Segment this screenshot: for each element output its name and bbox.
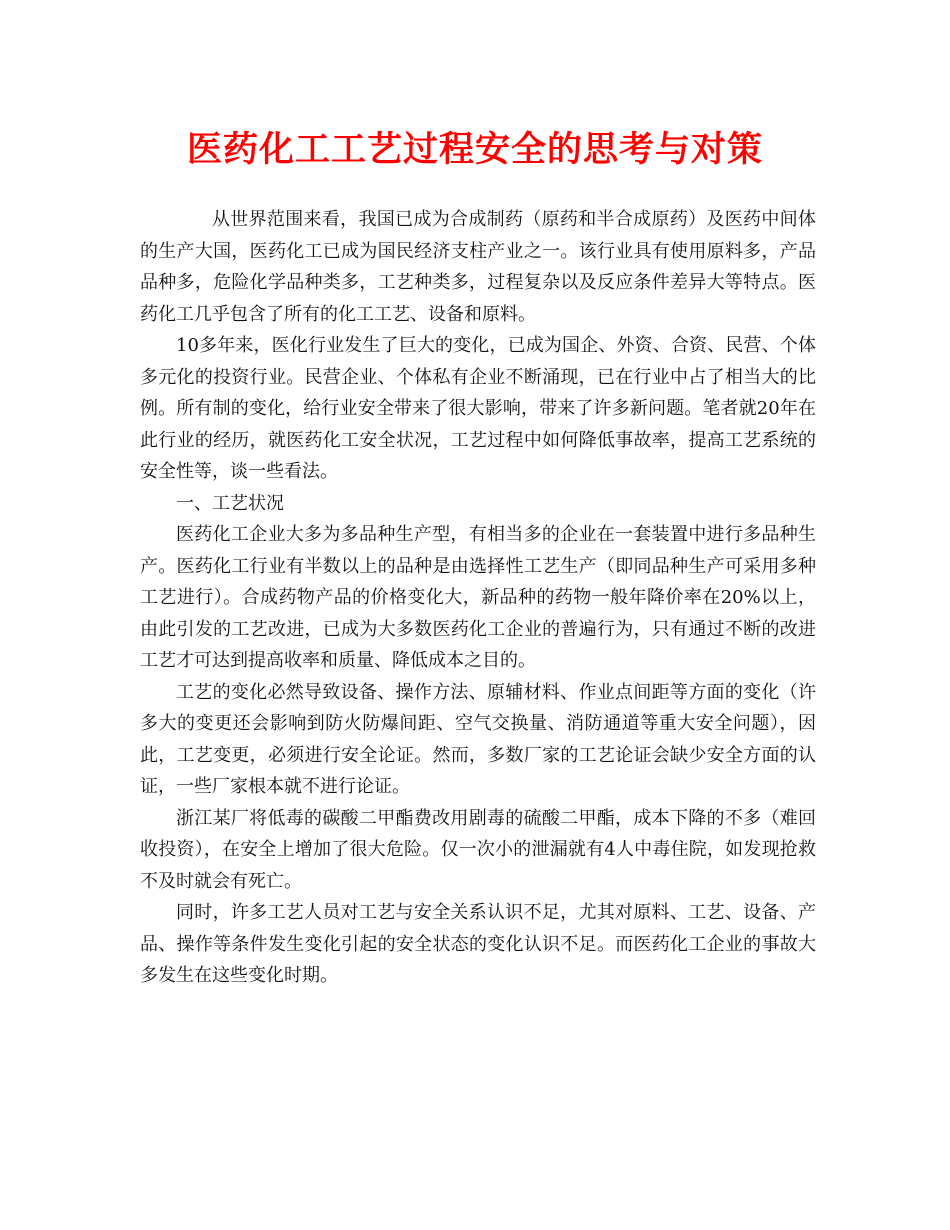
paragraph-awareness: 同时，许多工艺人员对工艺与安全关系认识不足，尤其对原料、工艺、设备、产品、操作等条件发生变化引起的安全状态的变化认识不足。而医药化工企业的事故大多发生在这些变化时期。 xyxy=(140,902,816,986)
paragraph-zhejiang-case: 浙江某厂将低毒的碳酸二甲酯费改用剧毒的硫酸二甲酯，成本下降的不多（难回收投资），在安全上增加了很大危险。仅一次小的泄漏就有4人中毒住院，如发现抢救不及时就会有死亡。 xyxy=(140,807,816,892)
paragraph-industry-change: 10多年来，医化行业发生了巨大的变化，已成为国企、外资、合资、民营、个体多元化的投资行业。民营企业、个体私有企业不断涌现，已在行业中占了相当大的比例。所有制的变化，给行业安全带来了很大影响，带来了许多新问题。笔者就20年在此行业的经历，就医药化工安全状况，工艺过程中如何降低事故率，提高工艺系统的安全性等，谈一些看法。 xyxy=(140,335,816,482)
paragraph-multi-product: 医药化工企业大多为多品种生产型，有相当多的企业在一套装置中进行多品种生产。医药化工行业有半数以上的品种是由选择性工艺生产（即同品种生产可采用多种工艺进行）。合成药物产品的价格变化大，新品种的药物一般年降价率在20%以上，由此引发的工艺改进，已成为大多数医药化工企业的普遍行为，只有通过不断的改进工艺才可达到提高收率和质量、降低成本之目的。 xyxy=(140,524,816,671)
paragraph-process-change: 工艺的变化必然导致设备、操作方法、原辅材料、作业点间距等方面的变化（许多大的变更还会影响到防火防爆间距、空气交换量、消防通道等重大安全问题），因此，工艺变更，必须进行安全论证。然而，多数厂家的工艺论证会缺少安全方面的认证，一些厂家根本就不进行论证。 xyxy=(140,681,816,797)
section-heading-process-status: 一、工艺状况 xyxy=(176,492,284,514)
paragraph-intro: 从世界范围来看，我国已成为合成制药（原药和半合成原药）及医药中间体的生产大国，医药化工已成为国民经济支柱产业之一。该行业具有使用原料多，产品品种多，危险化学品种类多，工艺种类多，过程复杂以及反应条件差异大等特点。医药化工几乎包含了所有的化工工艺、设备和原料。 xyxy=(140,209,816,325)
document-body xyxy=(140,204,816,992)
document-title: 医药化工工艺过程安全的思考与对策 xyxy=(186,129,763,170)
